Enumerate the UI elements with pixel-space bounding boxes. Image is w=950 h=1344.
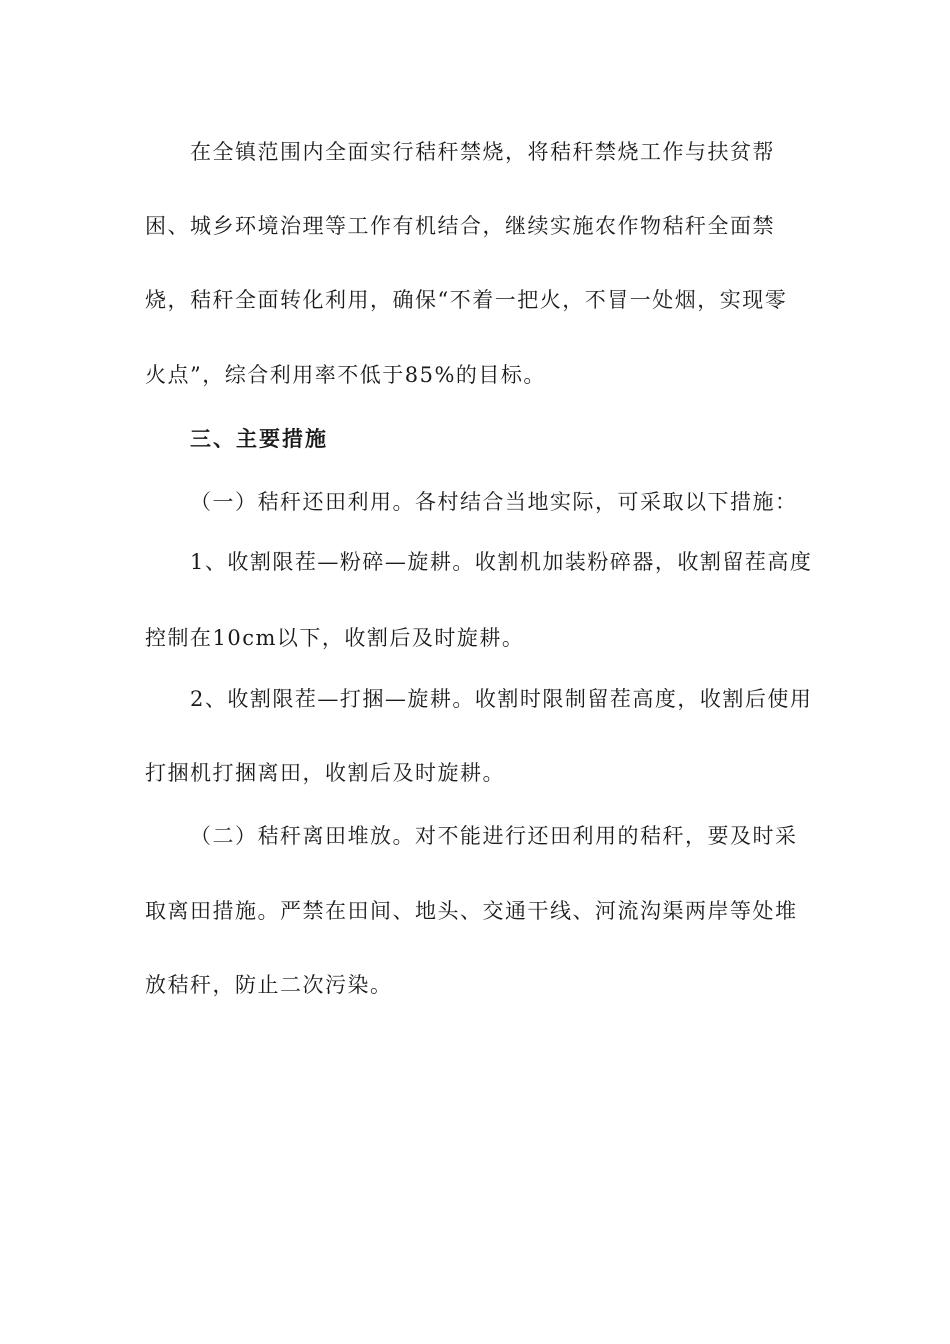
paragraph-2-line-3: 放秸秆，防止二次污染。: [145, 973, 393, 997]
paragraph-1-line-3: 烧，秸秆全面转化利用，确保“不着一把火，不冒一处烟，实现零: [145, 288, 788, 312]
paragraph-2-line-2: 取离田措施。严禁在田间、地头、交通干线、河流沟渠两岸等处堆: [145, 899, 798, 923]
section-heading: 三、主要措施: [190, 426, 328, 451]
item-1-line-1: 1、收割限茬—粉碎—旋耕。收割机加装粉碎器，收割留茬高度: [190, 550, 813, 574]
sub-heading-1: （一）秸秆还田利用。各村结合当地实际，可采取以下措施：: [190, 490, 798, 514]
paragraph-2-line-1: （二）秸秆离田堆放。对不能进行还田利用的秸秆，要及时采: [190, 824, 798, 848]
paragraph-1-line-4: 火点”，综合利用率不低于85%的目标。: [145, 363, 546, 387]
paragraph-1-line-1: 在全镇范围内全面实行秸秆禁烧，将秸秆禁烧工作与扶贫帮: [190, 140, 775, 164]
item-2-line-1: 2、收割限茬—打捆—旋耕。收割时限制留茬高度，收割后使用: [190, 687, 813, 711]
item-2-line-2: 打捆机打捆离田，收割后及时旋耕。: [145, 761, 505, 785]
item-1-line-2: 控制在10cm以下，收割后及时旋耕。: [145, 626, 525, 650]
paragraph-1-line-2: 困、城乡环境治理等工作有机结合，继续实施农作物秸秆全面禁: [145, 214, 775, 238]
